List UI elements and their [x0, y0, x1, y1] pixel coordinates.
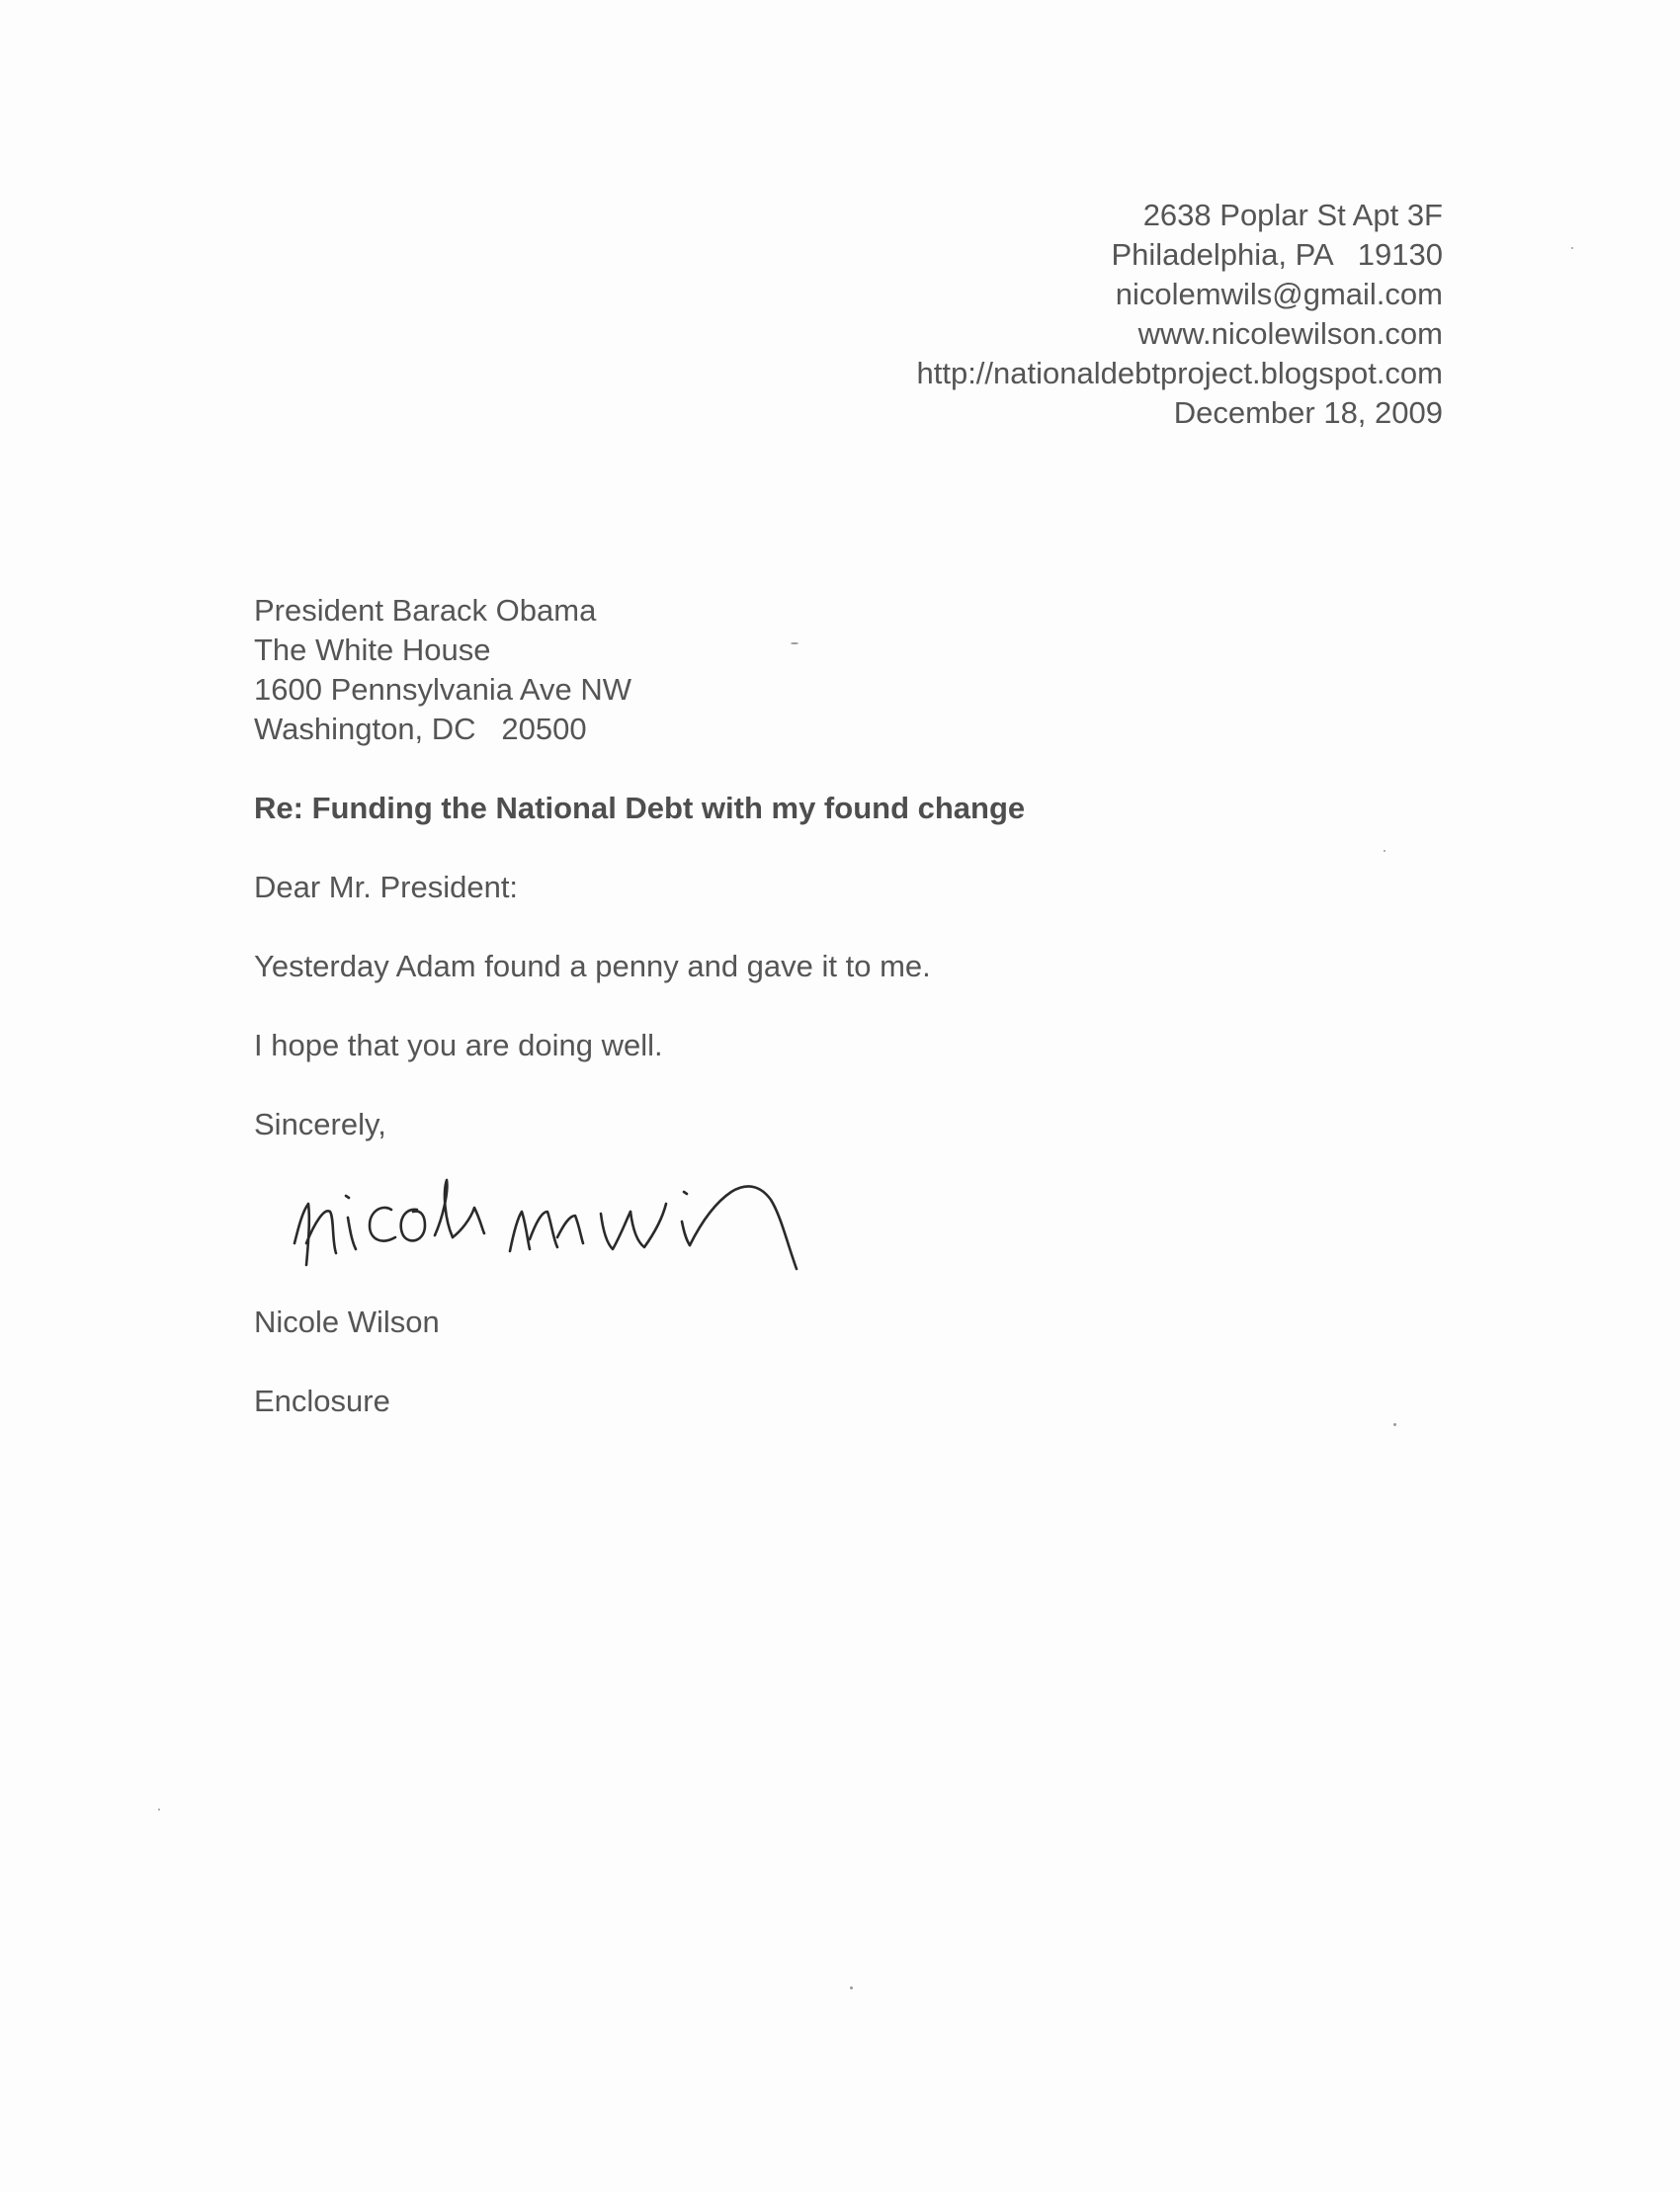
scan-speck	[850, 1986, 853, 1989]
closing: Sincerely,	[254, 1107, 386, 1141]
recipient-street: 1600 Pennsylvania Ave NW	[254, 672, 631, 707]
recipient-organization: The White House	[254, 632, 491, 667]
scan-speck	[1393, 1423, 1396, 1426]
sender-address-line1: 2638 Poplar St Apt 3F	[1142, 198, 1443, 232]
signer-name: Nicole Wilson	[254, 1305, 440, 1339]
scan-speck	[158, 1809, 160, 1811]
sender-address-line2: Philadelphia, PA 19130	[1111, 237, 1443, 272]
scan-speck	[1384, 850, 1386, 852]
sender-blog: http://nationaldebtproject.blogspot.com	[916, 356, 1443, 390]
recipient-name: President Barack Obama	[254, 593, 597, 628]
recipient-city-line: Washington, DC 20500	[254, 712, 587, 746]
sender-email: nicolemwils@gmail.com	[1115, 277, 1443, 311]
body-paragraph-2: I hope that you are doing well.	[254, 1028, 663, 1062]
handwritten-signature	[287, 1146, 939, 1295]
scan-speck	[1571, 247, 1573, 249]
recipient-block	[254, 591, 631, 749]
salutation: Dear Mr. President:	[254, 870, 519, 904]
sender-website: www.nicolewilson.com	[1137, 316, 1443, 351]
letter-date: December 18, 2009	[1173, 395, 1443, 430]
body-paragraph-1: Yesterday Adam found a penny and gave it to me.	[254, 949, 931, 983]
sender-block	[916, 196, 1443, 433]
scan-speck	[791, 642, 798, 644]
enclosure-note: Enclosure	[254, 1384, 390, 1418]
subject-line: Re: Funding the National Debt with my found change	[254, 791, 1026, 825]
